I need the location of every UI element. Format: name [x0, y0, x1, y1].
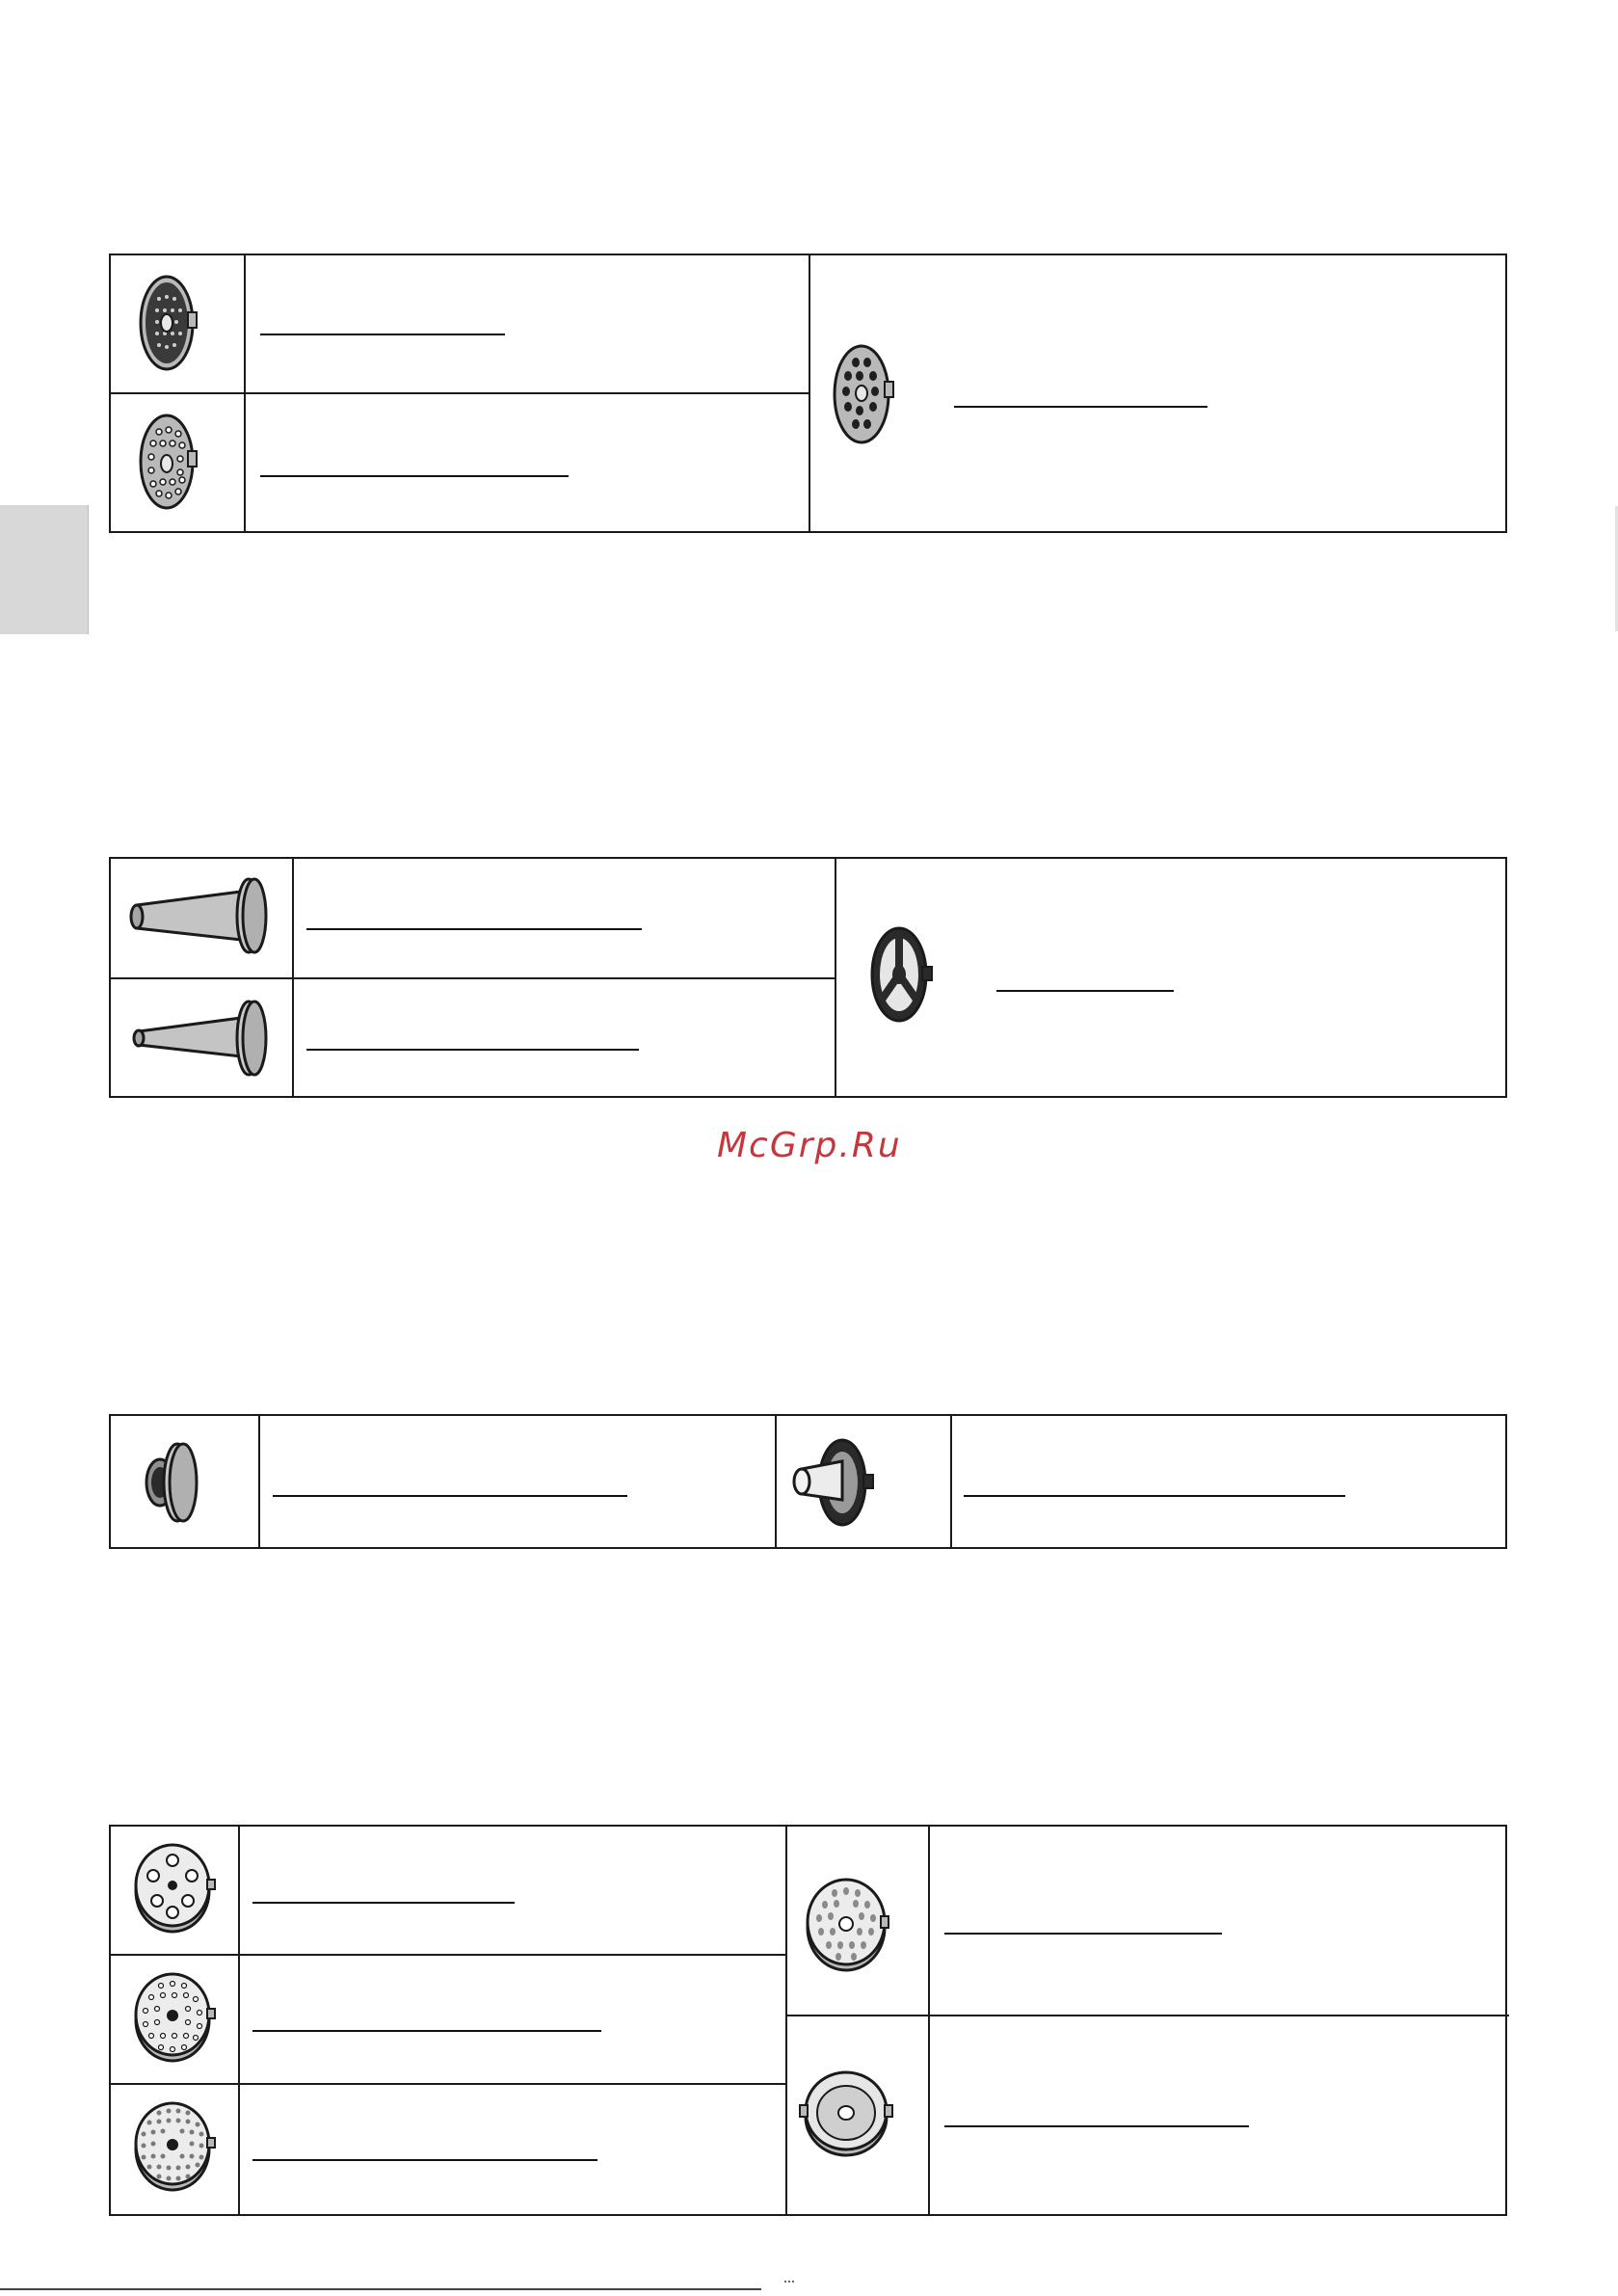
label-line [260, 475, 569, 477]
label-line [944, 2125, 1249, 2127]
label-line [252, 2159, 597, 2161]
label-line [252, 2030, 601, 2032]
ring-nozzle-icon [133, 1436, 206, 1531]
fine-mincing-disc-icon [130, 270, 203, 376]
coarse-mincing-disc-icon [823, 339, 900, 449]
coarse-holes-disc-icon [130, 1837, 219, 1937]
label-line [944, 1933, 1222, 1935]
label-line [954, 406, 1207, 408]
label-line [260, 334, 505, 335]
label-line [996, 990, 1174, 992]
kebbe-disc-icon [862, 921, 940, 1028]
label-line [273, 1495, 627, 1497]
footer-mark [784, 2281, 794, 2286]
perforated-disc-icon [800, 1872, 896, 1978]
label-line [306, 928, 642, 930]
accessory-table-2 [109, 857, 1507, 1098]
pusher-cone-icon [788, 1434, 885, 1533]
sausage-nozzle-small-icon [127, 995, 272, 1083]
fine-holes-disc-icon [130, 2096, 219, 2196]
label-line [306, 1049, 639, 1051]
watermark-text: McGrp.Ru [717, 1126, 902, 1165]
label-line [252, 1902, 515, 1904]
accessory-table-1 [109, 254, 1507, 533]
medium-mincing-disc-icon [130, 409, 203, 515]
footer-rule [0, 2288, 761, 2290]
shaping-disc-icon [798, 2063, 898, 2163]
label-line [964, 1495, 1345, 1497]
sausage-nozzle-large-icon [127, 872, 272, 961]
language-side-tab [0, 505, 89, 634]
medium-holes-disc-icon [130, 1966, 219, 2067]
